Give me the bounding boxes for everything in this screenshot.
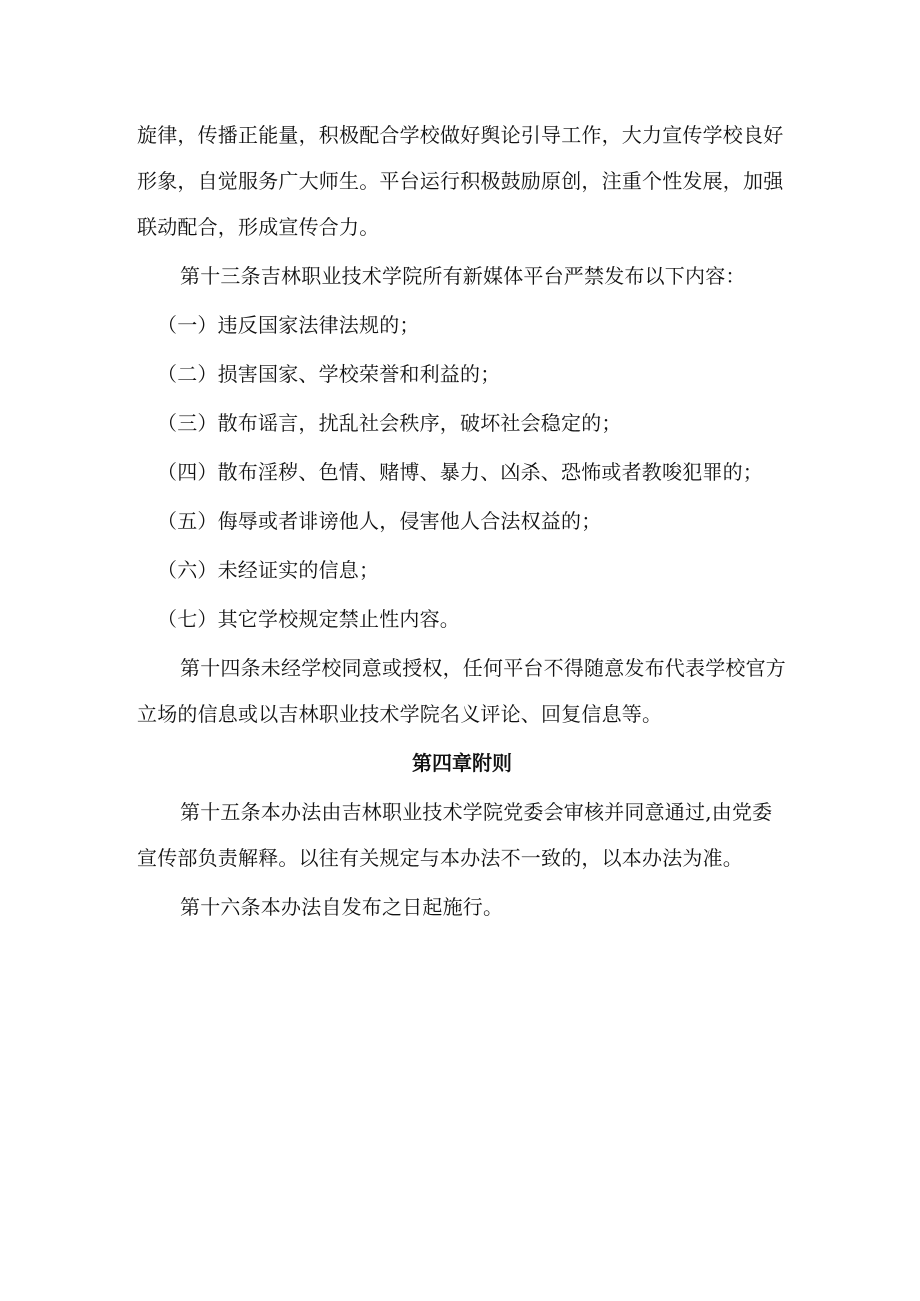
list-item-2: （二）损害国家、学校荣誉和利益的； xyxy=(157,362,501,386)
list-item-3: （三）散布谣言，扰乱社会秩序，破坏社会稳定的； xyxy=(157,411,622,435)
document-body xyxy=(137,112,787,930)
article-13: 第十三条吉林职业技术学院所有新媒体平台严禁发布以下内容： xyxy=(180,264,746,288)
chapter-heading: 第四章附则 xyxy=(412,751,512,775)
list-item-5: （五）侮辱或者诽谤他人，侵害他人合法权益的； xyxy=(157,509,602,533)
article-16: 第十六条本办法自发布之日起施行。 xyxy=(180,895,504,919)
article-15-line-2: 宣传部负责解释。以往有关规定与本办法不一致的，以本办法为准。 xyxy=(137,846,743,870)
list-item-7: （七）其它学校规定禁止性内容。 xyxy=(157,607,460,631)
article-14-line-1: 第十四条未经学校同意或授权，任何平台不得随意发布代表学校官方 xyxy=(180,656,786,680)
paragraph-line: 联动配合，形成宣传合力。 xyxy=(137,215,380,239)
article-14-line-2: 立场的信息或以吉林职业技术学院名义评论、回复信息等。 xyxy=(137,702,663,726)
list-item-1: （一）违反国家法律法规的； xyxy=(157,313,420,337)
paragraph-line: 旋律，传播正能量，积极配合学校做好舆论引导工作，大力宣传学校良好 xyxy=(137,123,784,147)
list-item-4: （四）散布淫秽、色情、赌博、暴力、凶杀、恐怖或者教唆犯罪的； xyxy=(157,460,763,484)
list-item-6: （六）未经证实的信息； xyxy=(157,558,380,582)
article-15-line-1: 第十五条本办法由吉林职业技术学院党委会审核并同意通过,由党委 xyxy=(180,800,773,824)
paragraph-line: 形象，自觉服务广大师生。平台运行积极鼓励原创，注重个性发展，加强 xyxy=(137,169,784,193)
